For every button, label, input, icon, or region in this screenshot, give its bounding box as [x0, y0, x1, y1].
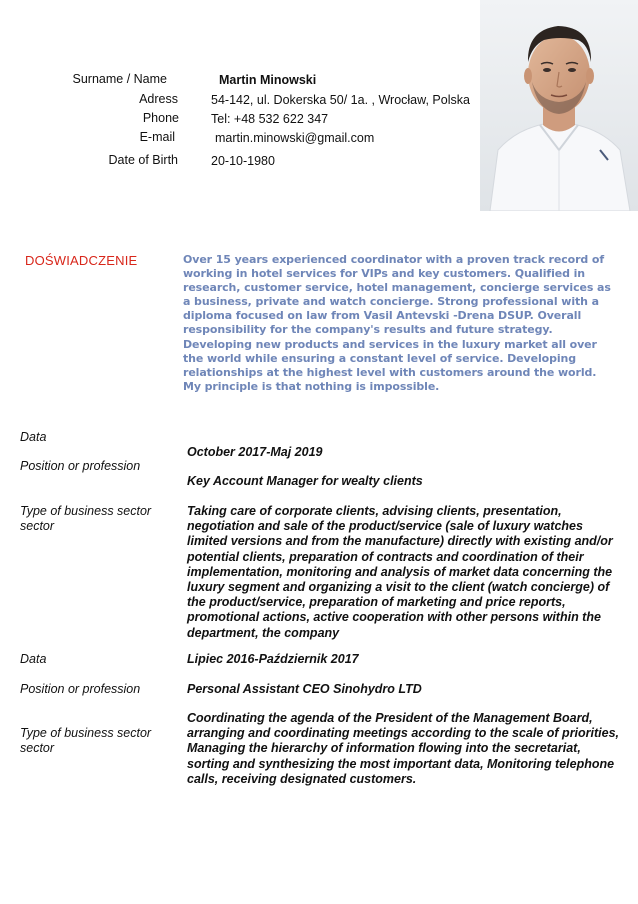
description-line: the product/service, preparation of marketing and price reports, [187, 595, 566, 610]
description-line: sorting and synthesizing the most important data, Monitoring telephone [187, 756, 615, 771]
summary-line: research, customer service, hotel management, concierge services as [183, 281, 611, 295]
job2-date-label: Data [20, 652, 47, 666]
job2-sector-label [20, 726, 151, 756]
sector-label-line: sector [20, 741, 55, 755]
description-line: negotiation and sale of the product/service (sale of luxury watches [187, 519, 583, 534]
dob-label: Date of Birth [108, 153, 178, 167]
description-line: implementation, monitoring and analysis of market data concerning the [187, 564, 613, 579]
job1-position-label: Position or profession [20, 459, 141, 473]
summary-line: diploma focused on law from Vasil Antevski -Drena DSUP. Overall [183, 309, 582, 323]
email-label: E-mail [139, 130, 175, 144]
description-line: Managing the hierarchy of information flowing into the secretariat, [187, 741, 581, 756]
description-line: limited versions and from the manufacture) directly with existing and/or [187, 534, 613, 549]
job2-position-label: Position or profession [20, 682, 141, 696]
sector-label-line: sector [20, 519, 55, 533]
job1-date-label: Data [20, 430, 47, 444]
description-line: department, the company [187, 625, 340, 640]
address-value: 54-142, ul. Dokerska 50/ 1a. , Wrocław, Polska [211, 93, 470, 107]
summary-line: My principle is that nothing is impossible. [183, 379, 440, 393]
description-line: arranging and coordinating meetings according to the scale of priorities, [187, 726, 620, 741]
description-line: potential clients, preparation of contracts and coordination of their [187, 549, 584, 564]
job2-date: Lipiec 2016-Październik 2017 [187, 652, 359, 666]
description-line: promotional actions, active cooperation with other persons within the [187, 610, 601, 625]
dob-value: 20-10-1980 [211, 154, 275, 168]
job2-description [187, 711, 632, 787]
job2-position: Personal Assistant CEO Sinohydro LTD [187, 682, 422, 696]
address-label: Adress [139, 92, 178, 106]
job1-description [187, 504, 632, 641]
sector-label-line: Type of business sector [20, 726, 152, 740]
phone-value: Tel: +48 532 622 347 [211, 112, 329, 126]
summary-line: responsibility for the company's results and future strategy. [183, 323, 553, 337]
summary-line: Over 15 years experienced coordinator with a proven track record of [183, 253, 605, 266]
job1-sector-label [20, 504, 151, 534]
summary-line: relationships at the highest level with customers around the world. [183, 365, 597, 379]
sector-label-line: Type of business sector [20, 504, 152, 518]
job1-position: Key Account Manager for wealty clients [187, 474, 423, 488]
surname-label: Surname / Name [72, 72, 167, 86]
description-line: Taking care of corporate clients, advising clients, presentation, [187, 504, 562, 518]
summary-line: a business, private and watch concierge. Strong professional with a [183, 295, 599, 309]
summary-line: the world while ensuring a constant level of service. Developing [183, 351, 577, 365]
phone-label: Phone [142, 111, 179, 125]
job1-date: October 2017-Maj 2019 [187, 445, 323, 459]
profile-photo [480, 0, 638, 211]
email-value: martin.minowski@gmail.com [215, 131, 375, 145]
description-line: luxury segment and organizing a visit to the client (watch concierge) of [187, 580, 610, 595]
summary-line: working in hotel services for VIPs and key customers. Qualified in [183, 267, 586, 281]
description-line: Coordinating the agenda of the President of the Management Board, [187, 711, 593, 725]
summary-line: Developing new products and services in the luxury market all over [183, 337, 597, 351]
experience-summary [183, 253, 623, 394]
section-title-experience: DOŚWIADCZENIE [25, 253, 138, 268]
description-line: calls, receiving designated customers. [187, 771, 417, 786]
surname-value: Martin Minowski [219, 73, 317, 87]
